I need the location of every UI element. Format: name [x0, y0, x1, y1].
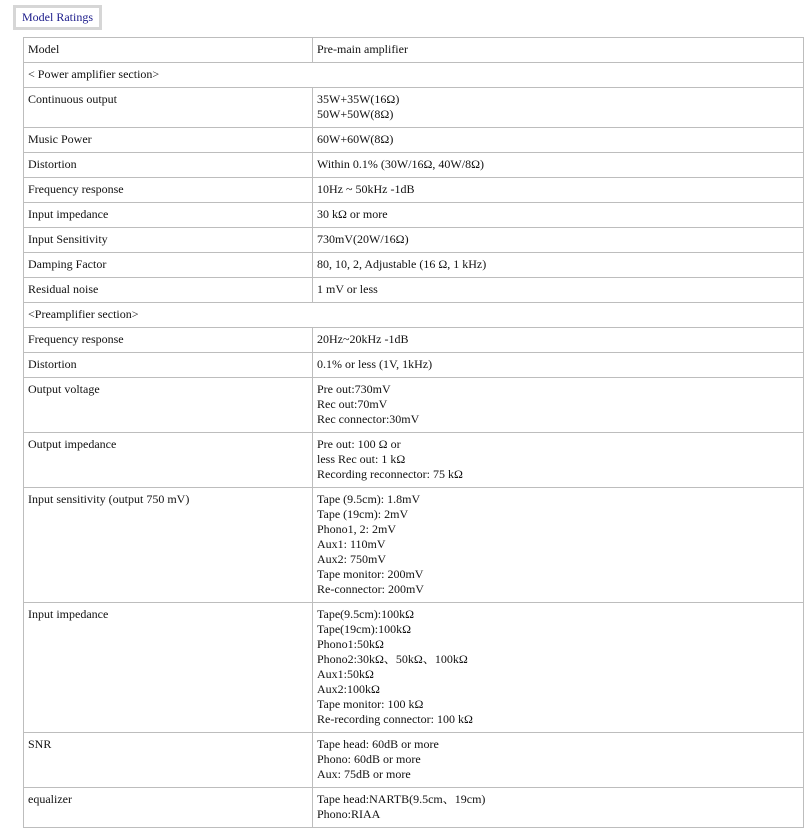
- spec-row: [24, 128, 804, 153]
- spec-value-line: 0.1% or less (1V, 1kHz): [317, 357, 433, 371]
- spec-value-line: Recording reconnector: 75 kΩ: [317, 467, 463, 481]
- spec-row: [24, 433, 804, 488]
- spec-row: [24, 733, 804, 788]
- specs-table-body: [24, 38, 804, 828]
- spec-value: [313, 603, 804, 733]
- spec-value: [313, 38, 804, 63]
- spec-value-line: Aux2:100kΩ: [317, 682, 380, 696]
- spec-value-line: 730mV(20W/16Ω): [317, 232, 409, 246]
- spec-value-line: 20Hz~20kHz -1dB: [317, 332, 409, 346]
- spec-label: Frequency response: [24, 328, 313, 353]
- spec-label: Input impedance: [24, 203, 313, 228]
- spec-value-line: Re-recording connector: 100 kΩ: [317, 712, 473, 726]
- spec-value: [313, 153, 804, 178]
- spec-value-line: Pre-main amplifier: [317, 42, 408, 56]
- model-ratings-tab[interactable]: [13, 5, 102, 30]
- spec-label: Damping Factor: [24, 253, 313, 278]
- spec-value: [313, 378, 804, 433]
- spec-value-line: 30 kΩ or more: [317, 207, 388, 221]
- spec-row: [24, 38, 804, 63]
- spec-value: [313, 353, 804, 378]
- spec-value-line: Phono1:50kΩ: [317, 637, 384, 651]
- spec-value: [313, 788, 804, 828]
- spec-value-line: Aux1:50kΩ: [317, 667, 374, 681]
- spec-value: [313, 178, 804, 203]
- spec-label: equalizer: [24, 788, 313, 828]
- spec-label: Music Power: [24, 128, 313, 153]
- spec-value: [313, 128, 804, 153]
- section-title: < Power amplifier section>: [24, 63, 804, 88]
- spec-label: Output voltage: [24, 378, 313, 433]
- spec-value: [313, 228, 804, 253]
- spec-value-line: Tape(19cm):100kΩ: [317, 622, 412, 636]
- spec-value: [313, 488, 804, 603]
- specs-table: [23, 37, 804, 828]
- spec-row: [24, 88, 804, 128]
- spec-value-line: Tape(9.5cm):100kΩ: [317, 607, 415, 621]
- spec-label: Input impedance: [24, 603, 313, 733]
- spec-label: Input Sensitivity: [24, 228, 313, 253]
- spec-value-line: Tape monitor: 200mV: [317, 567, 424, 581]
- spec-value-line: Rec connector:30mV: [317, 412, 420, 426]
- spec-value-line: Pre out: 100 Ω or: [317, 437, 401, 451]
- spec-label: Residual noise: [24, 278, 313, 303]
- spec-row: [24, 328, 804, 353]
- spec-value-line: Aux1: 110mV: [317, 537, 386, 551]
- spec-label: Model: [24, 38, 313, 63]
- spec-value-line: Pre out:730mV: [317, 382, 391, 396]
- specs-table-container: [23, 37, 804, 828]
- spec-value-line: Phono1, 2: 2mV: [317, 522, 397, 536]
- spec-value: [313, 328, 804, 353]
- spec-value-line: Phono2:30kΩ、50kΩ、100kΩ: [317, 652, 468, 666]
- spec-value-line: Tape head: 60dB or more: [317, 737, 439, 751]
- spec-row: [24, 788, 804, 828]
- spec-value-line: Tape head:NARTB(9.5cm、19cm): [317, 792, 486, 806]
- spec-value: [313, 733, 804, 788]
- spec-row: [24, 603, 804, 733]
- spec-value-line: Tape (9.5cm): 1.8mV: [317, 492, 421, 506]
- spec-value-line: 35W+35W(16Ω): [317, 92, 400, 106]
- spec-value-line: Phono: 60dB or more: [317, 752, 421, 766]
- spec-row: [24, 488, 804, 603]
- spec-label: Distortion: [24, 153, 313, 178]
- spec-row: [24, 278, 804, 303]
- spec-value: [313, 278, 804, 303]
- spec-label: Output impedance: [24, 433, 313, 488]
- spec-label: SNR: [24, 733, 313, 788]
- spec-value: [313, 88, 804, 128]
- spec-value-line: 10Hz ~ 50kHz -1dB: [317, 182, 415, 196]
- section-title: <Preamplifier section>: [24, 303, 804, 328]
- section-header-row: [24, 63, 804, 88]
- spec-value-line: Phono:RIAA: [317, 807, 381, 821]
- spec-value-line: 60W+60W(8Ω): [317, 132, 394, 146]
- spec-row: [24, 178, 804, 203]
- section-header-row: [24, 303, 804, 328]
- spec-value-line: Rec out:70mV: [317, 397, 388, 411]
- spec-value-line: Aux: 75dB or more: [317, 767, 411, 781]
- spec-row: [24, 203, 804, 228]
- spec-value-line: less Rec out: 1 kΩ: [317, 452, 406, 466]
- spec-row: [24, 153, 804, 178]
- model-ratings-tab-label: Model Ratings: [22, 10, 93, 24]
- spec-row: [24, 228, 804, 253]
- spec-row: [24, 378, 804, 433]
- spec-value-line: Tape (19cm): 2mV: [317, 507, 409, 521]
- spec-value-line: Re-connector: 200mV: [317, 582, 424, 596]
- spec-value: [313, 433, 804, 488]
- spec-label: Frequency response: [24, 178, 313, 203]
- spec-value-line: 80, 10, 2, Adjustable (16 Ω, 1 kHz): [317, 257, 487, 271]
- spec-label: Distortion: [24, 353, 313, 378]
- spec-value-line: 50W+50W(8Ω): [317, 107, 394, 121]
- spec-value-line: Within 0.1% (30W/16Ω, 40W/8Ω): [317, 157, 484, 171]
- spec-row: [24, 353, 804, 378]
- spec-value-line: 1 mV or less: [317, 282, 378, 296]
- spec-label: Continuous output: [24, 88, 313, 128]
- spec-value: [313, 253, 804, 278]
- spec-value: [313, 203, 804, 228]
- spec-value-line: Tape monitor: 100 kΩ: [317, 697, 424, 711]
- spec-row: [24, 253, 804, 278]
- spec-value-line: Aux2: 750mV: [317, 552, 386, 566]
- spec-label: Input sensitivity (output 750 mV): [24, 488, 313, 603]
